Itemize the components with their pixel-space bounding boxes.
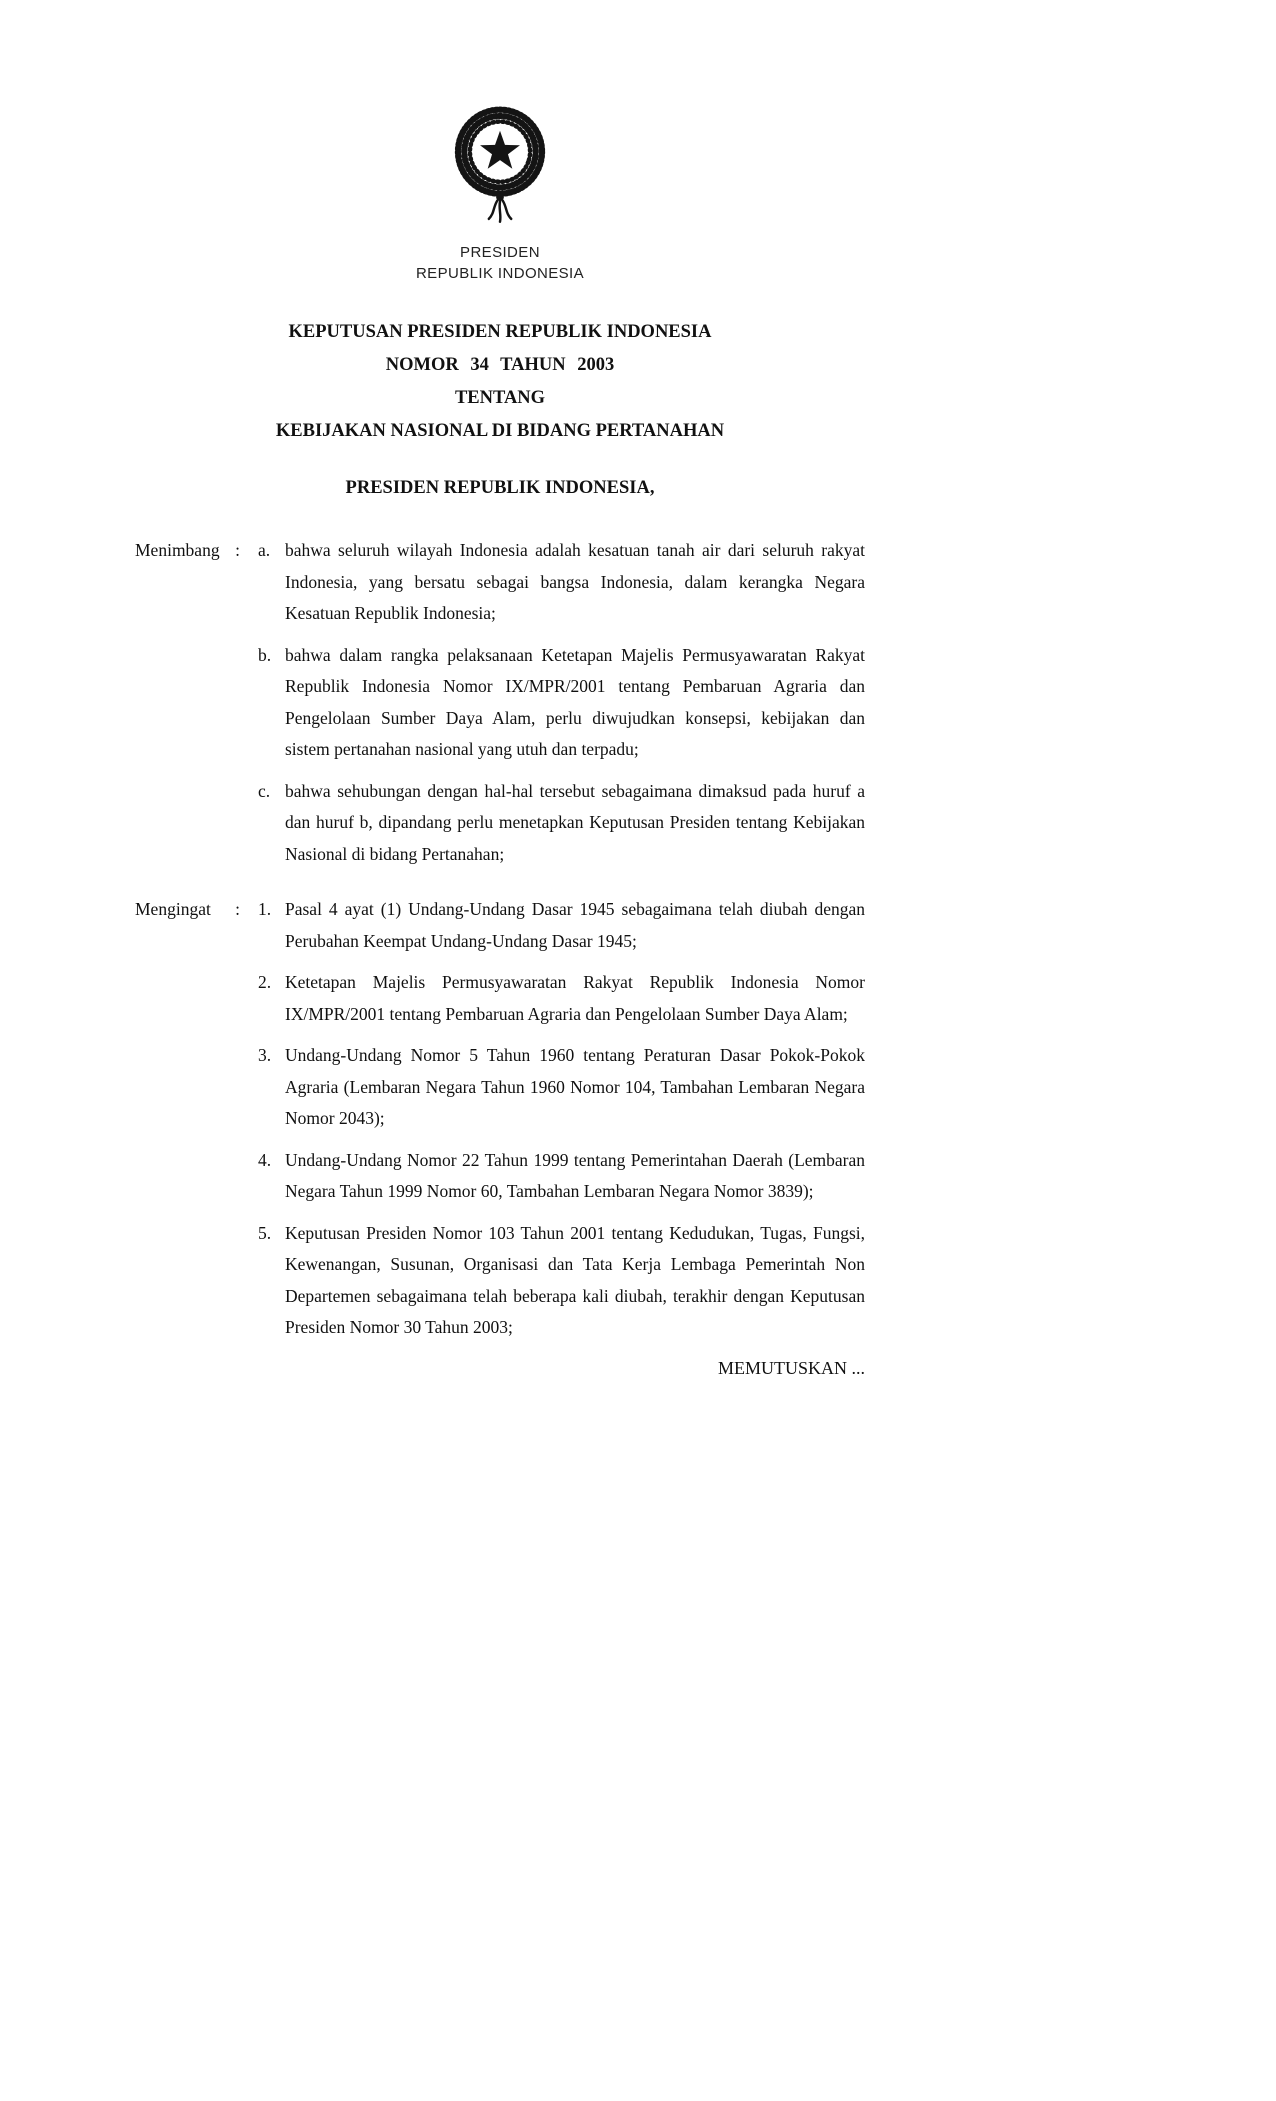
letterhead [135,94,865,284]
list-item [258,640,865,766]
item-marker: 3. [258,1045,272,1065]
clause-label-text: Mengingat [135,899,211,919]
clause-label-colon: : [235,899,240,919]
item-marker: 1. [258,899,272,919]
item-text: Pasal 4 ayat (1) Undang-Undang Dasar 1945 sebagaimana telah diubah dengan Perubahan Keempat Undang-Undang Dasar 1945; [285,899,865,951]
continuation-marker: MEMUTUSKAN ... [717,1357,865,1378]
ribbon-knot-icon [489,193,511,221]
list-item [258,1218,865,1344]
clause-items-menimbang [258,535,865,870]
section-mengingat [135,894,865,1344]
clause-label-text: Menimbang [135,540,220,560]
letterhead-line1: PRESIDEN [460,244,540,261]
title-line-2: NOMOR 34 TAHUN 2003 [385,355,615,375]
clause-label-mengingat [135,894,258,926]
list-item [258,1040,865,1135]
item-text: Ketetapan Majelis Permusyawaratan Rakyat Republik Indonesia Nomor IX/MPR/2001 tentang Pembaruan Agraria dan Pengelolaan Sumber Daya Alam; [285,972,865,1024]
list-item [258,776,865,871]
clause-label-colon: : [235,540,240,560]
item-text: Undang-Undang Nomor 22 Tahun 1999 tentang Pemerintahan Daerah (Lembaran Negara Tahun 1999 Nomor 60, Tambahan Lembaran Negara Nomor 3839); [285,1149,865,1201]
list-item [258,894,865,957]
title-line-4: KEBIJAKAN NASIONAL DI BIDANG PERTANAHAN [275,421,725,441]
item-marker: a. [258,540,271,560]
list-item [258,535,865,630]
clause-label-menimbang [135,535,258,567]
item-text: Undang-Undang Nomor 5 Tahun 1960 tentang Peraturan Dasar Pokok-Pokok Agraria (Lembaran Negara Tahun 1960 Nomor 104, Tambahan Lembaran Negara Nomor 2043); [285,1045,865,1128]
section-menimbang [135,535,865,870]
letterhead-text [135,242,865,284]
letterhead-line2: REPUBLIK INDONESIA [415,265,585,282]
presidential-seal [135,94,865,236]
item-marker: b. [258,644,272,665]
item-marker: 4. [258,1149,272,1170]
document-title-block [135,316,865,448]
document-content [135,0,865,1379]
title-line-3: TENTANG [454,388,546,408]
item-marker: 2. [258,972,272,992]
enacting-authority: PRESIDEN REPUBLIK INDONESIA, [345,478,655,498]
list-item [258,967,865,1030]
presidential-seal-wreath-star-icon [444,94,556,236]
clause-items-mengingat [258,894,865,1344]
list-item [258,1145,865,1208]
item-text: Keputusan Presiden Nomor 103 Tahun 2001 tentang Kedudukan, Tugas, Fungsi, Kewenangan, Susunan, Organisasi dan Tata Kerja Lembaga Pemerintah Non Departemen sebagaimana telah beberapa kali diubah, terakhir dengan Keputusan Presiden Nomor 30 Tahun 2003; [285,1222,865,1337]
item-text: bahwa sehubungan dengan hal-hal tersebut sebagaimana dimaksud pada huruf a dan huruf b, dipandang perlu menetapkan Keputusan Presiden tentang Kebijakan Nasional di bidang Pertanahan; [285,780,865,864]
title-line-1: KEPUTUSAN PRESIDEN REPUBLIK INDONESIA [288,322,712,342]
item-marker: 5. [258,1222,272,1243]
item-marker: c. [258,780,271,801]
item-text: bahwa dalam rangka pelaksanaan Ketetapan Majelis Permusyawaratan Rakyat Republik Indonesia Nomor IX/MPR/2001 tentang Pembaruan Agraria dan Pengelolaan Sumber Daya Alam, perlu diwujudkan konsepsi, kebijakan dan sistem pertanahan nasional yang utuh dan terpadu; [285,644,865,759]
star-icon [480,131,520,169]
item-text: bahwa seluruh wilayah Indonesia adalah kesatuan tanah air dari seluruh rakyat Indonesia, yang bersatu sebagai bangsa Indonesia, dalam kerangka Negara Kesatuan Republik Indonesia; [285,540,865,623]
